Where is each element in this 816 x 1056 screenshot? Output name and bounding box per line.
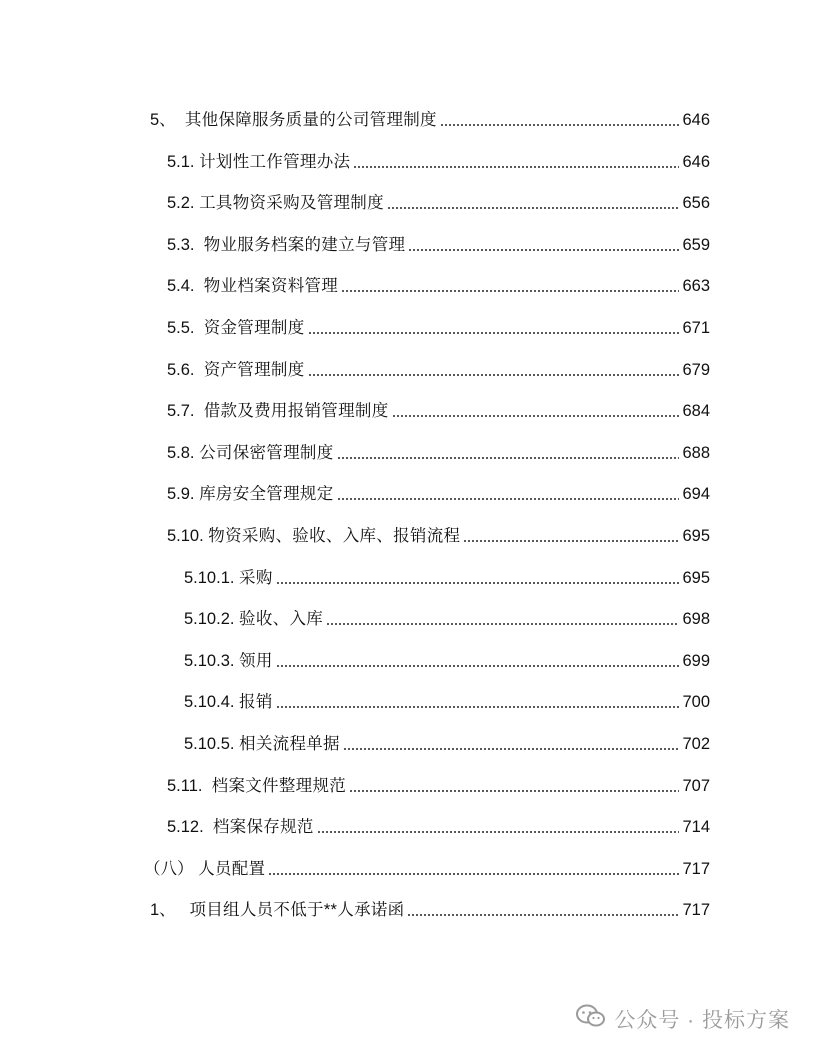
toc-number: 5.6. xyxy=(167,361,204,379)
toc-entry xyxy=(144,855,710,879)
toc-entry xyxy=(167,148,710,172)
toc-entry xyxy=(167,439,710,463)
toc-page-number: 695 xyxy=(682,569,710,587)
toc-entry xyxy=(150,896,710,920)
dot-leader xyxy=(326,623,679,625)
toc-page-number: 695 xyxy=(682,527,710,545)
dot-leader xyxy=(440,124,680,126)
toc-page-number: 659 xyxy=(682,236,710,254)
toc-number: 5.9. xyxy=(167,485,200,503)
dot-leader xyxy=(349,790,679,792)
toc-number: 5.10.5. xyxy=(184,735,240,753)
toc-title: 资金管理制度 xyxy=(203,319,305,337)
toc-title: 库房安全管理规定 xyxy=(199,485,334,503)
toc-number: 5.10.4. xyxy=(184,693,240,711)
toc-entry xyxy=(184,647,710,671)
dot-leader xyxy=(392,415,680,417)
toc-entry xyxy=(184,730,710,754)
toc-number: 1、 xyxy=(150,901,190,919)
toc-number: 5、 xyxy=(150,111,185,129)
toc-title: 领用 xyxy=(239,652,273,670)
dot-leader xyxy=(343,748,680,750)
toc-number: 5.5. xyxy=(167,319,204,337)
dot-leader xyxy=(308,332,680,334)
toc-entry xyxy=(167,272,710,296)
dot-leader xyxy=(276,665,680,667)
dot-leader xyxy=(337,457,680,459)
toc-page-number: 663 xyxy=(682,277,710,295)
toc-title: 档案文件整理规范 xyxy=(211,777,347,795)
toc-entry xyxy=(167,356,710,380)
toc-entry xyxy=(167,480,710,504)
dot-leader xyxy=(276,582,680,584)
toc-title: 验收、入库 xyxy=(239,610,324,628)
toc-number: 5.1. xyxy=(167,153,200,171)
toc-number: 5.10.2. xyxy=(184,610,240,628)
toc-title: 物业档案资料管理 xyxy=(203,277,339,295)
toc-page-number: 717 xyxy=(682,860,710,878)
toc-entry xyxy=(167,231,710,255)
dot-leader xyxy=(268,873,679,875)
dot-leader xyxy=(341,290,679,292)
toc-number: 5.10.1. xyxy=(184,569,240,587)
toc-title: 资产管理制度 xyxy=(203,361,305,379)
toc-number: （八） xyxy=(144,860,199,878)
dot-leader xyxy=(308,374,680,376)
toc-number: 5.2. xyxy=(167,194,200,212)
dot-leader xyxy=(276,706,680,708)
toc-title: 项目组人员不低于**人承诺函 xyxy=(189,901,405,919)
dot-leader xyxy=(463,540,679,542)
toc-title: 人员配置 xyxy=(198,860,266,878)
toc-page-number: 684 xyxy=(682,402,710,420)
toc-title: 借款及费用报销管理制度 xyxy=(203,402,389,420)
toc-number: 5.8. xyxy=(167,444,200,462)
toc-title: 公司保密管理制度 xyxy=(199,444,334,462)
toc-page-number: 698 xyxy=(682,610,710,628)
toc-number: 5.11. xyxy=(167,777,212,795)
toc-entry xyxy=(184,605,710,629)
toc-title: 其他保障服务质量的公司管理制度 xyxy=(184,111,437,129)
toc-entry xyxy=(167,813,710,837)
toc-page-number: 688 xyxy=(682,444,710,462)
toc-entry xyxy=(184,688,710,712)
dot-leader xyxy=(317,831,680,833)
toc-page-number: 714 xyxy=(682,818,710,836)
toc-number: 5.4. xyxy=(167,277,204,295)
dot-leader xyxy=(387,207,680,209)
dot-leader xyxy=(408,249,679,251)
toc-page-number: 702 xyxy=(682,735,710,753)
toc-number: 5.7. xyxy=(167,402,204,420)
toc-page-number: 700 xyxy=(682,693,710,711)
watermark-text: 公众号 · 投标方案 xyxy=(614,1009,790,1032)
toc-title: 相关流程单据 xyxy=(239,735,340,753)
toc-title: 物业服务档案的建立与管理 xyxy=(203,236,406,254)
toc-entry xyxy=(167,522,710,546)
toc-page-number: 699 xyxy=(682,652,710,670)
toc-entry xyxy=(167,189,710,213)
watermark xyxy=(576,1004,790,1034)
toc-number: 5.12. xyxy=(167,818,213,836)
toc-title: 采购 xyxy=(239,569,273,587)
toc-title: 物资采购、验收、入库、报销流程 xyxy=(208,527,461,545)
toc-entry xyxy=(167,772,710,796)
toc-page-number: 694 xyxy=(682,485,710,503)
toc-title: 档案保存规范 xyxy=(212,818,314,836)
toc-page-number: 671 xyxy=(682,319,710,337)
toc-page-number: 679 xyxy=(682,361,710,379)
wechat-icon xyxy=(576,1004,606,1034)
toc-entry xyxy=(167,397,710,421)
toc-entry xyxy=(150,106,710,130)
toc-page-number: 717 xyxy=(682,901,710,919)
toc-page-number: 646 xyxy=(682,153,710,171)
toc-number: 5.10. xyxy=(167,527,209,545)
toc-number: 5.10.3. xyxy=(184,652,240,670)
dot-leader xyxy=(353,166,679,168)
toc-title: 计划性工作管理办法 xyxy=(199,153,351,171)
toc-page-number: 646 xyxy=(682,111,710,129)
toc-title: 报销 xyxy=(239,693,273,711)
dot-leader xyxy=(407,914,679,916)
toc-number: 5.3. xyxy=(167,236,204,254)
toc-page-number: 707 xyxy=(682,777,710,795)
toc-page-number: 656 xyxy=(682,194,710,212)
toc-entry xyxy=(167,314,710,338)
dot-leader xyxy=(337,498,680,500)
toc-entry xyxy=(184,564,710,588)
toc-title: 工具物资采购及管理制度 xyxy=(199,194,384,212)
